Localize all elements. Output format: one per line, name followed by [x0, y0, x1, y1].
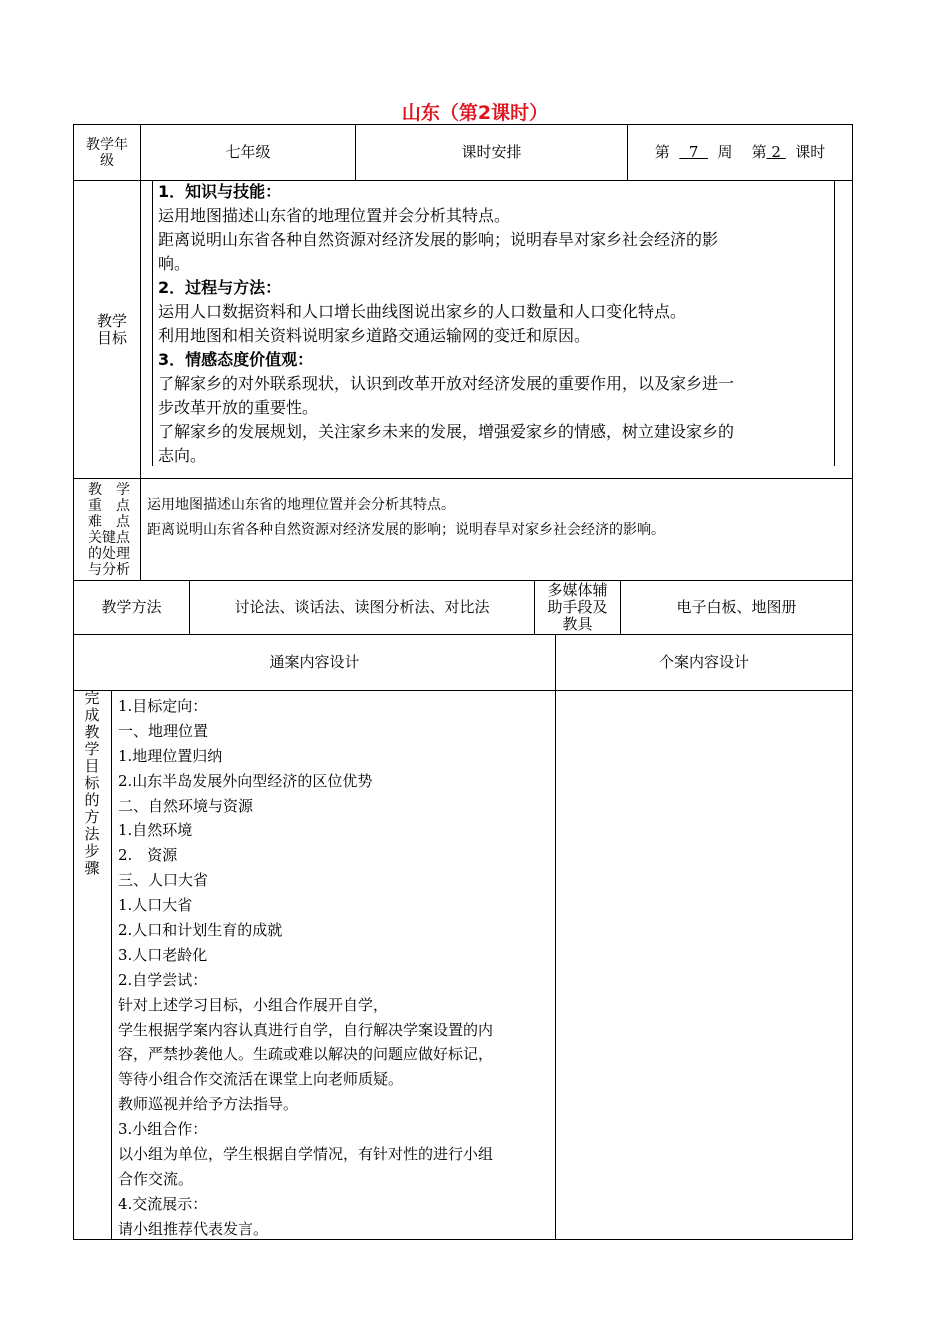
- step-line: 等待小组合作交流活在课堂上向老师质疑。: [118, 1070, 404, 1089]
- media-label-line: 多媒体辅: [547, 581, 608, 599]
- key-points-label: [80, 479, 138, 580]
- step-line: 一、地理位置: [118, 721, 209, 740]
- schedule-label: 课时安排: [461, 143, 522, 161]
- step-line: 3.小组合作：: [118, 1120, 208, 1139]
- col-divider: [140, 124, 141, 580]
- step-line: 2.自学尝试：: [118, 970, 208, 989]
- step-line: 二、自然环境与资源: [118, 796, 254, 815]
- step-line: 学生根据学案内容认真进行自学，自行解决学案设置的内: [118, 1020, 494, 1039]
- step-line: 请小组推荐代表发言。: [118, 1219, 269, 1238]
- objective-line: 距离说明山东省各种自然资源对经济发展的影响；说明春旱对家乡社会经济的影: [158, 230, 719, 249]
- key-point-line: 距离说明山东省各种自然资源对经济发展的影响；说明春旱对家乡社会经济的影响。: [147, 522, 665, 538]
- steps-content: [118, 694, 550, 1242]
- key-points-label-line: 教 学: [88, 481, 130, 498]
- methods-value: 讨论法、谈话法、读图分析法、对比法: [234, 598, 490, 616]
- step-line: 3.人口老龄化: [118, 945, 208, 964]
- side-label-char: 学: [84, 740, 100, 758]
- step-line: 1.自然环境: [118, 821, 193, 840]
- objective-line: 运用人口数据资料和人口增长曲线图说出家乡的人口数量和人口变化特点。: [158, 302, 687, 321]
- key-points-label-line: 难 点: [88, 513, 130, 530]
- side-label-char: 步: [84, 842, 100, 860]
- step-line: 1.地理位置归纳: [118, 746, 223, 765]
- row-divider: [73, 690, 853, 691]
- objective-line: 了解家乡的对外联系现状，认识到改革开放对经济发展的重要作用，以及家乡进一: [158, 374, 735, 393]
- side-label-char: 目: [84, 757, 100, 775]
- side-label-char: 方: [84, 808, 100, 826]
- step-line: 针对上述学习目标，小组合作展开自学，: [118, 995, 389, 1014]
- key-points-label-line: 的处理: [88, 545, 130, 562]
- side-label-char: 骤: [84, 859, 100, 877]
- step-line: 合作交流。: [118, 1169, 194, 1188]
- key-point-line: 运用地图描述山东省的地理位置并会分析其特点。: [147, 497, 455, 513]
- objective-line: 利用地图和相关资料说明家乡道路交通运输网的变迁和原因。: [158, 326, 591, 345]
- lesson-number: 2: [771, 143, 781, 161]
- step-line: 2.山东半岛发展外向型经济的区位优势: [118, 771, 373, 790]
- objective-line: 了解家乡的发展规划，关注家乡未来的发展，增强爱家乡的情感，树立建设家乡的: [158, 422, 735, 441]
- media-value: 电子白板、地图册: [676, 598, 797, 616]
- step-line: 教师巡视并给予方法指导。: [118, 1095, 299, 1114]
- media-label-line: 教具: [562, 615, 593, 633]
- week-lesson: 第 7 周 第 2 课时: [654, 143, 826, 161]
- objectives-label: 教学目标: [96, 311, 127, 347]
- grade-label: 教学年级: [86, 136, 128, 169]
- step-line: 以小组为单位，学生根据自学情况，有针对性的进行小组: [118, 1145, 494, 1164]
- grade-value: 七年级: [225, 143, 271, 161]
- side-label-char: 完: [84, 689, 100, 707]
- step-line: 三、人口大省: [118, 871, 209, 890]
- key-points-label-line: 重 点: [88, 497, 130, 514]
- individual-design-header: 个案内容设计: [658, 653, 749, 671]
- col-divider: [555, 634, 556, 1240]
- key-points-content: [147, 493, 665, 543]
- row-divider: [73, 478, 853, 479]
- objective-line: 志向。: [158, 446, 207, 465]
- objective-heading: 2．过程与方法：: [158, 278, 282, 297]
- key-points-label-line: 与分析: [88, 561, 130, 578]
- col-divider: [111, 690, 112, 1240]
- page-title: 山东（第2课时）: [401, 102, 549, 124]
- step-line: 容，严禁抄袭他人。生疏或难以解决的问题应做好标记，: [118, 1045, 494, 1064]
- step-line: 4.交流展示：: [118, 1194, 208, 1213]
- side-label-char: 法: [84, 825, 100, 843]
- step-line: 1.目标定向：: [118, 697, 208, 715]
- media-label: [535, 581, 620, 634]
- objective-heading: 1．知识与技能：: [158, 182, 282, 201]
- objective-heading: 3．情感态度价值观：: [158, 350, 314, 369]
- side-label-char: 标: [84, 774, 100, 792]
- objective-line: 响。: [158, 254, 191, 273]
- key-points-label-line: 关键点: [88, 529, 130, 546]
- common-design-header: 通案内容设计: [269, 653, 360, 671]
- side-label-char: 的: [84, 791, 100, 809]
- media-label-line: 助手段及: [547, 598, 608, 616]
- objective-line: 步改革开放的重要性。: [158, 398, 319, 417]
- objectives-content: [158, 180, 834, 468]
- step-line: 1.人口大省: [118, 896, 193, 915]
- step-line: 2. 资源: [118, 846, 178, 865]
- week-number: 7: [688, 143, 699, 161]
- step-line: 2.人口和计划生育的成就: [118, 921, 283, 940]
- methods-label: 教学方法: [101, 598, 162, 616]
- steps-side-label: [74, 690, 110, 877]
- objective-line: 运用地图描述山东省的地理位置并会分析其特点。: [158, 206, 511, 225]
- side-label-char: 教: [84, 723, 100, 741]
- side-label-char: 成: [84, 706, 100, 724]
